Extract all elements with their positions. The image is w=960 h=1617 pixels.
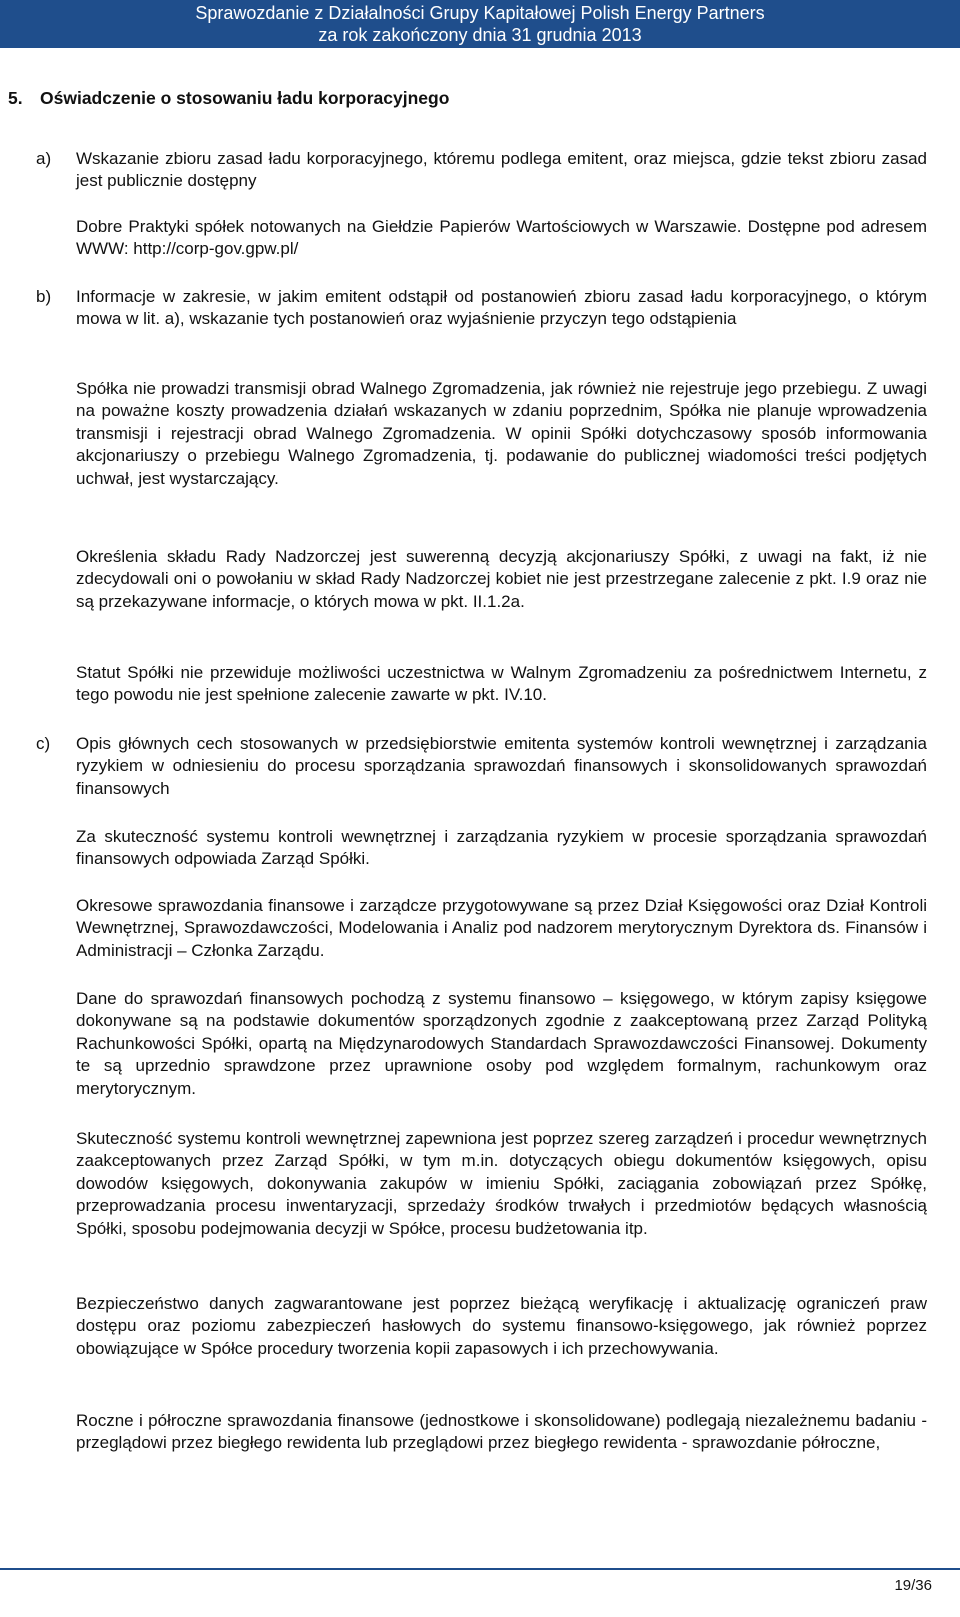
section-number: 5. <box>8 88 23 108</box>
item-c-heading-text: Opis głównych cech stosowanych w przedsiębiorstwie emitenta systemów kontroli wewnętrznej i zarządzania ryzykiem w odniesieniu do procesu sporządzania sprawozdań finansowych i skonsolidowanych sprawozdań finansowych <box>76 734 927 798</box>
footer-divider <box>0 1568 960 1570</box>
item-c-paragraph-5: Bezpieczeństwo danych zagwarantowane jest poprzez bieżącą weryfikację i aktualizację ograniczeń praw dostępu oraz poziomu zabezpieczeń hasłowych do systemu finansowo-księgowego, jak również poprzez obowiązujące w Spółce procedury tworzenia kopii zapasowych i ich przechowywania. <box>76 1294 927 1358</box>
page-header <box>0 0 960 48</box>
item-b-paragraph-3: Statut Spółki nie przewiduje możliwości uczestnictwa w Walnym Zgromadzeniu za pośrednictwem Internetu, z tego powodu nie jest spełnione zalecenie zawarte w pkt. IV.10. <box>76 663 927 705</box>
section-heading <box>8 88 449 109</box>
item-a-marker: a) <box>36 149 52 168</box>
item-c-paragraph-4: Skuteczność systemu kontroli wewnętrznej zapewniona jest poprzez szereg zarządzeń i procedur wewnętrznych zaakceptowanych przez Zarząd Spółki, w tym m.in. dotyczących obiegu dokumentów księgowych, opisu dowodów księgowych, dokonywania zakupów w imieniu Spółki, zaciągania zobowiązań przez Spółkę, przeprowadzania procesu inwentaryzacji, sprzedaży środków trwałych i przedmiotów będących własnością Spółki, sposobu podejmowania decyzji w Spółce, procesu budżetowania itp. <box>76 1129 927 1238</box>
item-a-paragraph-1: Dobre Praktyki spółek notowanych na Giełdzie Papierów Wartościowych w Warszawie. Dostępne pod adresem WWW: http://corp-gov.gpw.pl/ <box>76 217 927 259</box>
item-c-paragraph-3: Dane do sprawozdań finansowych pochodzą z systemu finansowo – księgowego, w którym zapisy księgowe dokonywane są na podstawie dokumentów sporządzonych zgodnie z zaakceptowaną przez Zarząd Polityką Rachunkowości Spółki, opartą na Międzynarodowych Standardach Sprawozdawczości Finansowej. Dokumenty te są uprzednio sprawdzone przez uprawnione osoby pod względem formalnym, rachunkowym oraz merytorycznym. <box>76 989 927 1098</box>
header-title: Sprawozdanie z Działalności Grupy Kapitałowej Polish Energy Partners <box>195 3 765 23</box>
item-a-heading-text: Wskazanie zbioru zasad ładu korporacyjnego, któremu podlega emitent, oraz miejsca, gdzie tekst zbioru zasad jest publicznie dostępny <box>76 149 927 191</box>
item-c-paragraph-2: Okresowe sprawozdania finansowe i zarządcze przygotowywane są przez Dział Księgowości oraz Dział Kontroli Wewnętrznej, Sprawozdawczości, Modelowania i Analiz pod nadzorem merytorycznym Dyrektora ds. Finansów i Administracji – Członka Zarządu. <box>76 896 927 960</box>
item-b-heading-text: Informacje w zakresie, w jakim emitent odstąpił od postanowień zbioru zasad ładu korporacyjnego, o którym mowa w lit. a), wskazanie tych postanowień oraz wyjaśnienie przyczyn tego odstąpienia <box>76 287 927 329</box>
page-number: 19/36 <box>894 1577 932 1594</box>
header-subtitle: za rok zakończony dnia 31 grudnia 2013 <box>318 25 642 45</box>
item-c-heading <box>36 733 927 800</box>
item-c-paragraph-6: Roczne i półroczne sprawozdania finansowe (jednostkowe i skonsolidowane) podlegają niezależnemu badaniu - przeglądowi przez biegłego rewidenta lub przeglądowi przez biegłego rewidenta - sprawozdanie półroczne, <box>76 1411 927 1453</box>
item-c-paragraph-1: Za skuteczność systemu kontroli wewnętrznej i zarządzania ryzykiem w procesie sporządzania sprawozdań finansowych odpowiada Zarząd Spółki. <box>76 827 927 869</box>
item-b-heading <box>36 286 927 331</box>
item-b-paragraph-1: Spółka nie prowadzi transmisji obrad Walnego Zgromadzenia, jak również nie rejestruje jego przebiegu. Z uwagi na poważne koszty prowadzenia działań wskazanych w zdaniu poprzednim, Spółka nie planuje wprowadzenia transmisji i rejestracji obrad Walnego Zgromadzenia. W opinii Spółki dotychczasowy sposób informowania akcjonariuszy o przebiegu Walnego Zgromadzenia, tj. podawanie do publicznej wiadomości treści podjętych uchwał, jest wystarczający. <box>76 379 927 488</box>
item-c-marker: c) <box>36 734 51 753</box>
item-b-marker: b) <box>36 287 52 306</box>
item-b-paragraph-2: Określenia składu Rady Nadzorczej jest suwerenną decyzją akcjonariuszy Spółki, z uwagi na fakt, iż nie zdecydowali oni o powołaniu w skład Rady Nadzorczej kobiet nie jest przestrzegane zalecenie z pkt. I.9 oraz nie są przekazywane informacje, o których mowa w pkt. II.1.2a. <box>76 547 927 611</box>
section-title: Oświadczenie o stosowaniu ładu korporacyjnego <box>40 88 450 108</box>
item-a-heading <box>36 148 927 193</box>
